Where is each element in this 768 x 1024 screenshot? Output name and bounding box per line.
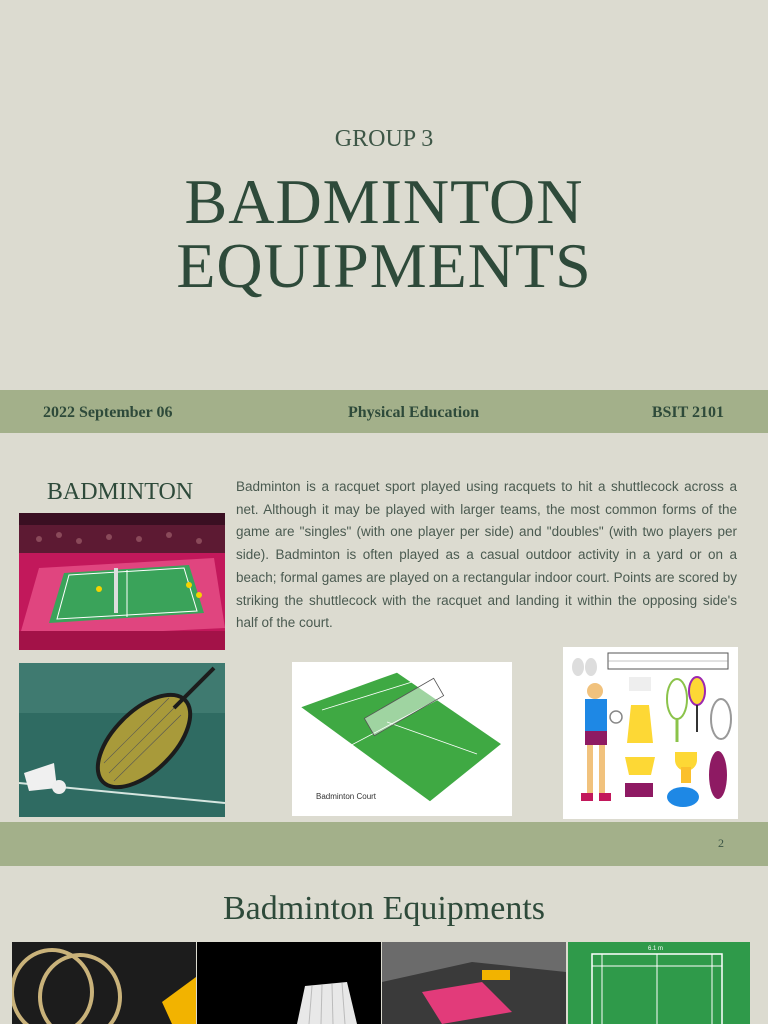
section-heading: BADMINTON	[46, 479, 194, 505]
title-line-2: EQUIPMENTS	[176, 230, 592, 301]
page-number: 2	[718, 836, 724, 850]
info-band	[0, 390, 768, 433]
equipment-illustration	[563, 647, 738, 819]
racket-photo	[19, 663, 225, 817]
court-diagram	[292, 662, 512, 816]
page-title	[0, 166, 768, 301]
court-plan-measure: 6.1 m	[648, 946, 664, 952]
subject-text: Physical Education	[348, 404, 480, 421]
title-line-1: BADMINTON	[184, 166, 584, 237]
rackets-photo	[12, 942, 196, 1024]
group-label: GROUP 3	[334, 126, 434, 152]
stadium-photo	[19, 513, 225, 650]
court-caption: Badminton Court	[316, 792, 377, 801]
shoes-photo	[382, 942, 566, 1024]
date-text: 2022 September 06	[43, 404, 173, 421]
next-page-heading: Badminton Equipments	[222, 890, 546, 927]
court-plan	[568, 942, 750, 1024]
footer-band	[0, 822, 768, 866]
shuttlecock-photo	[197, 942, 381, 1024]
section-text: BSIT 2101	[651, 404, 724, 421]
intro-paragraph: Badminton is a racquet sport played using racquets to hit a shuttlecock across a net. Although it may be played with larger teams, the most common forms of the game are "singles" (with one player per side) and "doubles" (with two players per side). Badminton is often played as a casual outdoor activity in a yard or on a beach; formal games are played on a rectangular indoor court. Points are scored by striking the shuttlecock with the racquet and landing it within the opposing side's half of the court.	[236, 479, 737, 631]
